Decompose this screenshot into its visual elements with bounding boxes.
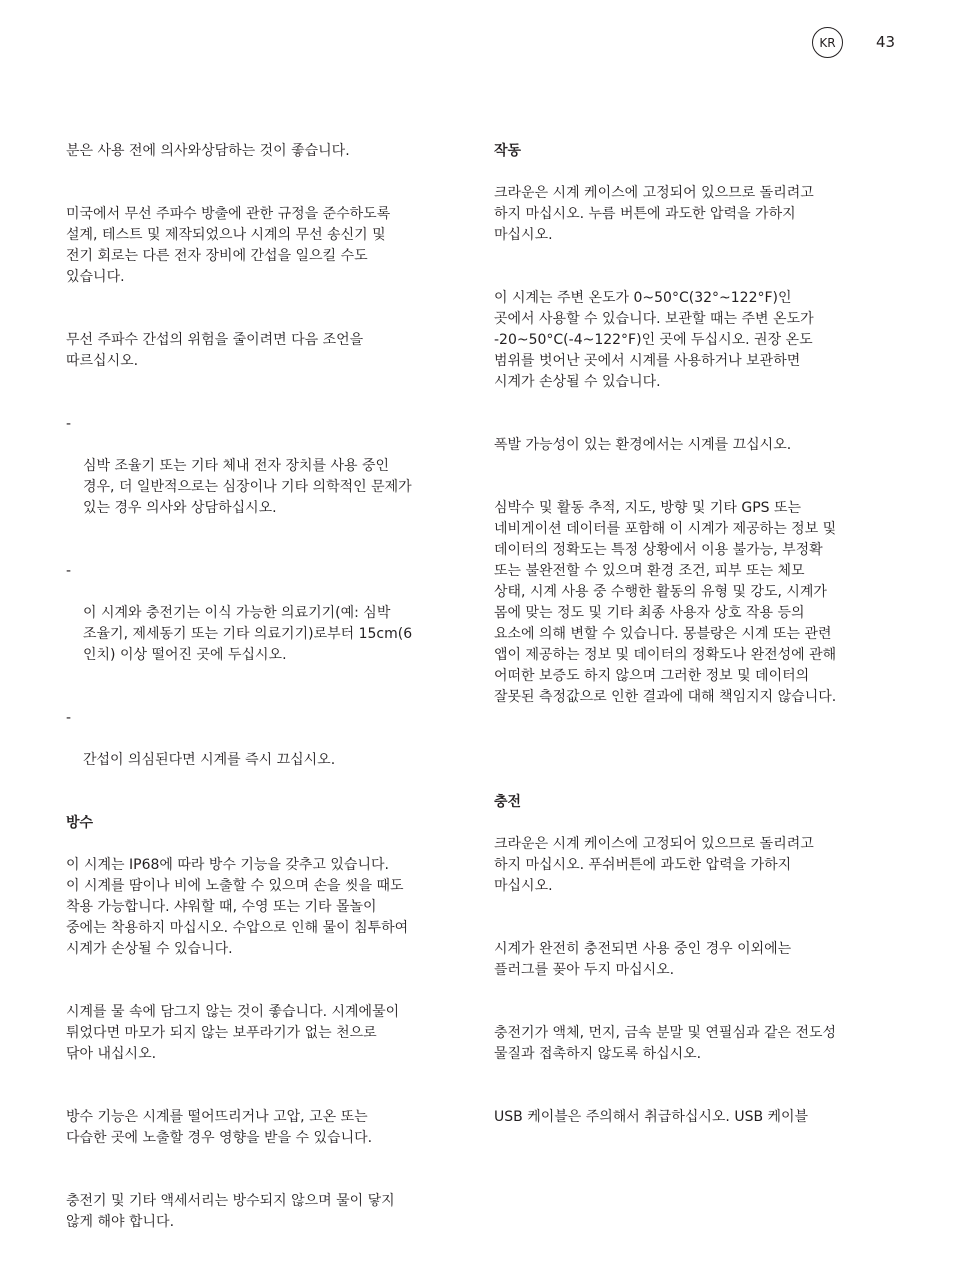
right-column <box>494 120 899 1170</box>
paragraph: 무선 주파수 간섭의 위험을 줄이려면 다음 조언을 따르십시오. <box>66 332 364 369</box>
paragraph: 시계를 물 속에 담그지 않는 것이 좋습니다. 시계에물이 튀었다면 마모가 되지 않는 보푸라기가 없는 천으로 닦아 내십시오. <box>66 1004 400 1062</box>
section-heading-operation: 작동 <box>494 143 522 159</box>
list-item <box>66 561 466 666</box>
list-item-text: 심박 조율기 또는 기타 체내 전자 장치를 사용 중인 경우, 더 일반적으로는 심장이나 기타 의학적인 문제가 있는 경우 의사와 상담하십시오. <box>83 458 412 516</box>
paragraph: 크라운은 시계 케이스에 고정되어 있으므로 돌리려고 하지 마십시오. 푸쉬버튼에 과도한 압력을 가하지 마십시오. <box>494 836 814 894</box>
paragraph: 이 시계는 IP68에 따라 방수 기능을 갖추고 있습니다. 이 시계를 땀이나 비에 노출할 수 있으며 손을 씻을 때도 착용 가능합니다. 샤워할 때, 수영 또는 기타 몰놀이 중에는 착용하지 마십시오. 수압으로 인해 물이 침투하여 시계가 손상될 수 있습니다. <box>66 857 409 957</box>
bullet-dash: - <box>66 710 72 726</box>
section-heading-waterproof: 방수 <box>66 815 94 831</box>
language-badge: KR <box>812 27 843 58</box>
paragraph: 심박수 및 활동 추적, 지도, 방향 및 기타 GPS 또는 네비게이션 데이터를 포함해 이 시계가 제공하는 정보 및 데이터의 정확도는 특정 상황에서 이용 불가능, 부정확 또는 불완전할 수 있으며 환경 조건, 피부 또는 체모 상태, 시계 사용 중 수행한 활동의 유형 및 강도, 시계가 몸에 맞는 정도 및 기타 최종 사용자 상호 작용 등의 요소에 의해 변할 수 있습니다. 몽블랑은 시계 또는 관련 앱이 제공하는 정보 및 데이터의 정확도나 완전성에 관해 어떠한 보증도 하지 않으며 그러한 정보 및 데이터의 잘못된 측정값으로 인한 결과에 대해 책임지지 않습니다. <box>494 500 837 705</box>
paragraph: 이 시계는 주변 온도가 0~50°C(32°~122°F)인 곳에서 사용할 수 있습니다. 보관할 때는 주변 온도가 -20~50°C(-4~122°F)인 곳에 두십시오. 권장 온도 범위를 벗어난 곳에서 시계를 사용하거나 보관하면 시계가 손상될 수 있습니다. <box>494 290 814 390</box>
list-item <box>66 708 466 771</box>
paragraph: 방수 기능은 시계를 떨어뜨리거나 고압, 고온 또는 다습한 곳에 노출할 경우 영향을 받을 수 있습니다. <box>66 1109 373 1146</box>
list-item-text: 간섭이 의심된다면 시계를 즉시 끄십시오. <box>83 752 336 768</box>
page-number: 43 <box>876 33 896 51</box>
paragraph: 시계가 완전히 충전되면 사용 중인 경우 이외에는 플러그를 꽂아 두지 마십시오. <box>494 941 792 978</box>
paragraph: 충전기 및 기타 액세서리는 방수되지 않으며 물이 닿지 않게 해야 합니다. <box>66 1193 395 1230</box>
paragraph: 미국에서 무선 주파수 방출에 관한 규정을 준수하도록 설계, 테스트 및 제작되었으나 시계의 무선 송신기 및 전기 회로는 다른 전자 장비에 간섭을 일으킬 수도 있습니다. <box>66 206 391 285</box>
bullet-dash: - <box>66 416 72 432</box>
section-heading-charging: 충전 <box>494 794 522 810</box>
left-column <box>66 120 466 1275</box>
paragraph: 분은 사용 전에 의사와상담하는 것이 좋습니다. <box>66 143 350 159</box>
paragraph: 폭발 가능성이 있는 환경에서는 시계를 끄십시오. <box>494 437 792 453</box>
spacer <box>494 750 899 771</box>
paragraph: 크라운은 시계 케이스에 고정되어 있으므로 돌리려고 하지 마십시오. 누름 버튼에 과도한 압력을 가하지 마십시오. <box>494 185 814 243</box>
paragraph: 충전기가 액체, 먼지, 금속 분말 및 연필심과 같은 전도성 물질과 접촉하지 않도록 하십시오. <box>494 1025 837 1062</box>
bullet-dash: - <box>66 563 72 579</box>
list-item-text: 이 시계와 충전기는 이식 가능한 의료기기(예: 심박 조율기, 제세동기 또는 기타 의료기기)로부터 15cm(6 인치) 이상 떨어진 곳에 두십시오. <box>83 605 413 663</box>
paragraph: USB 케이블은 주의해서 취급하십시오. USB 케이블 <box>494 1109 809 1125</box>
list-item <box>66 414 466 519</box>
